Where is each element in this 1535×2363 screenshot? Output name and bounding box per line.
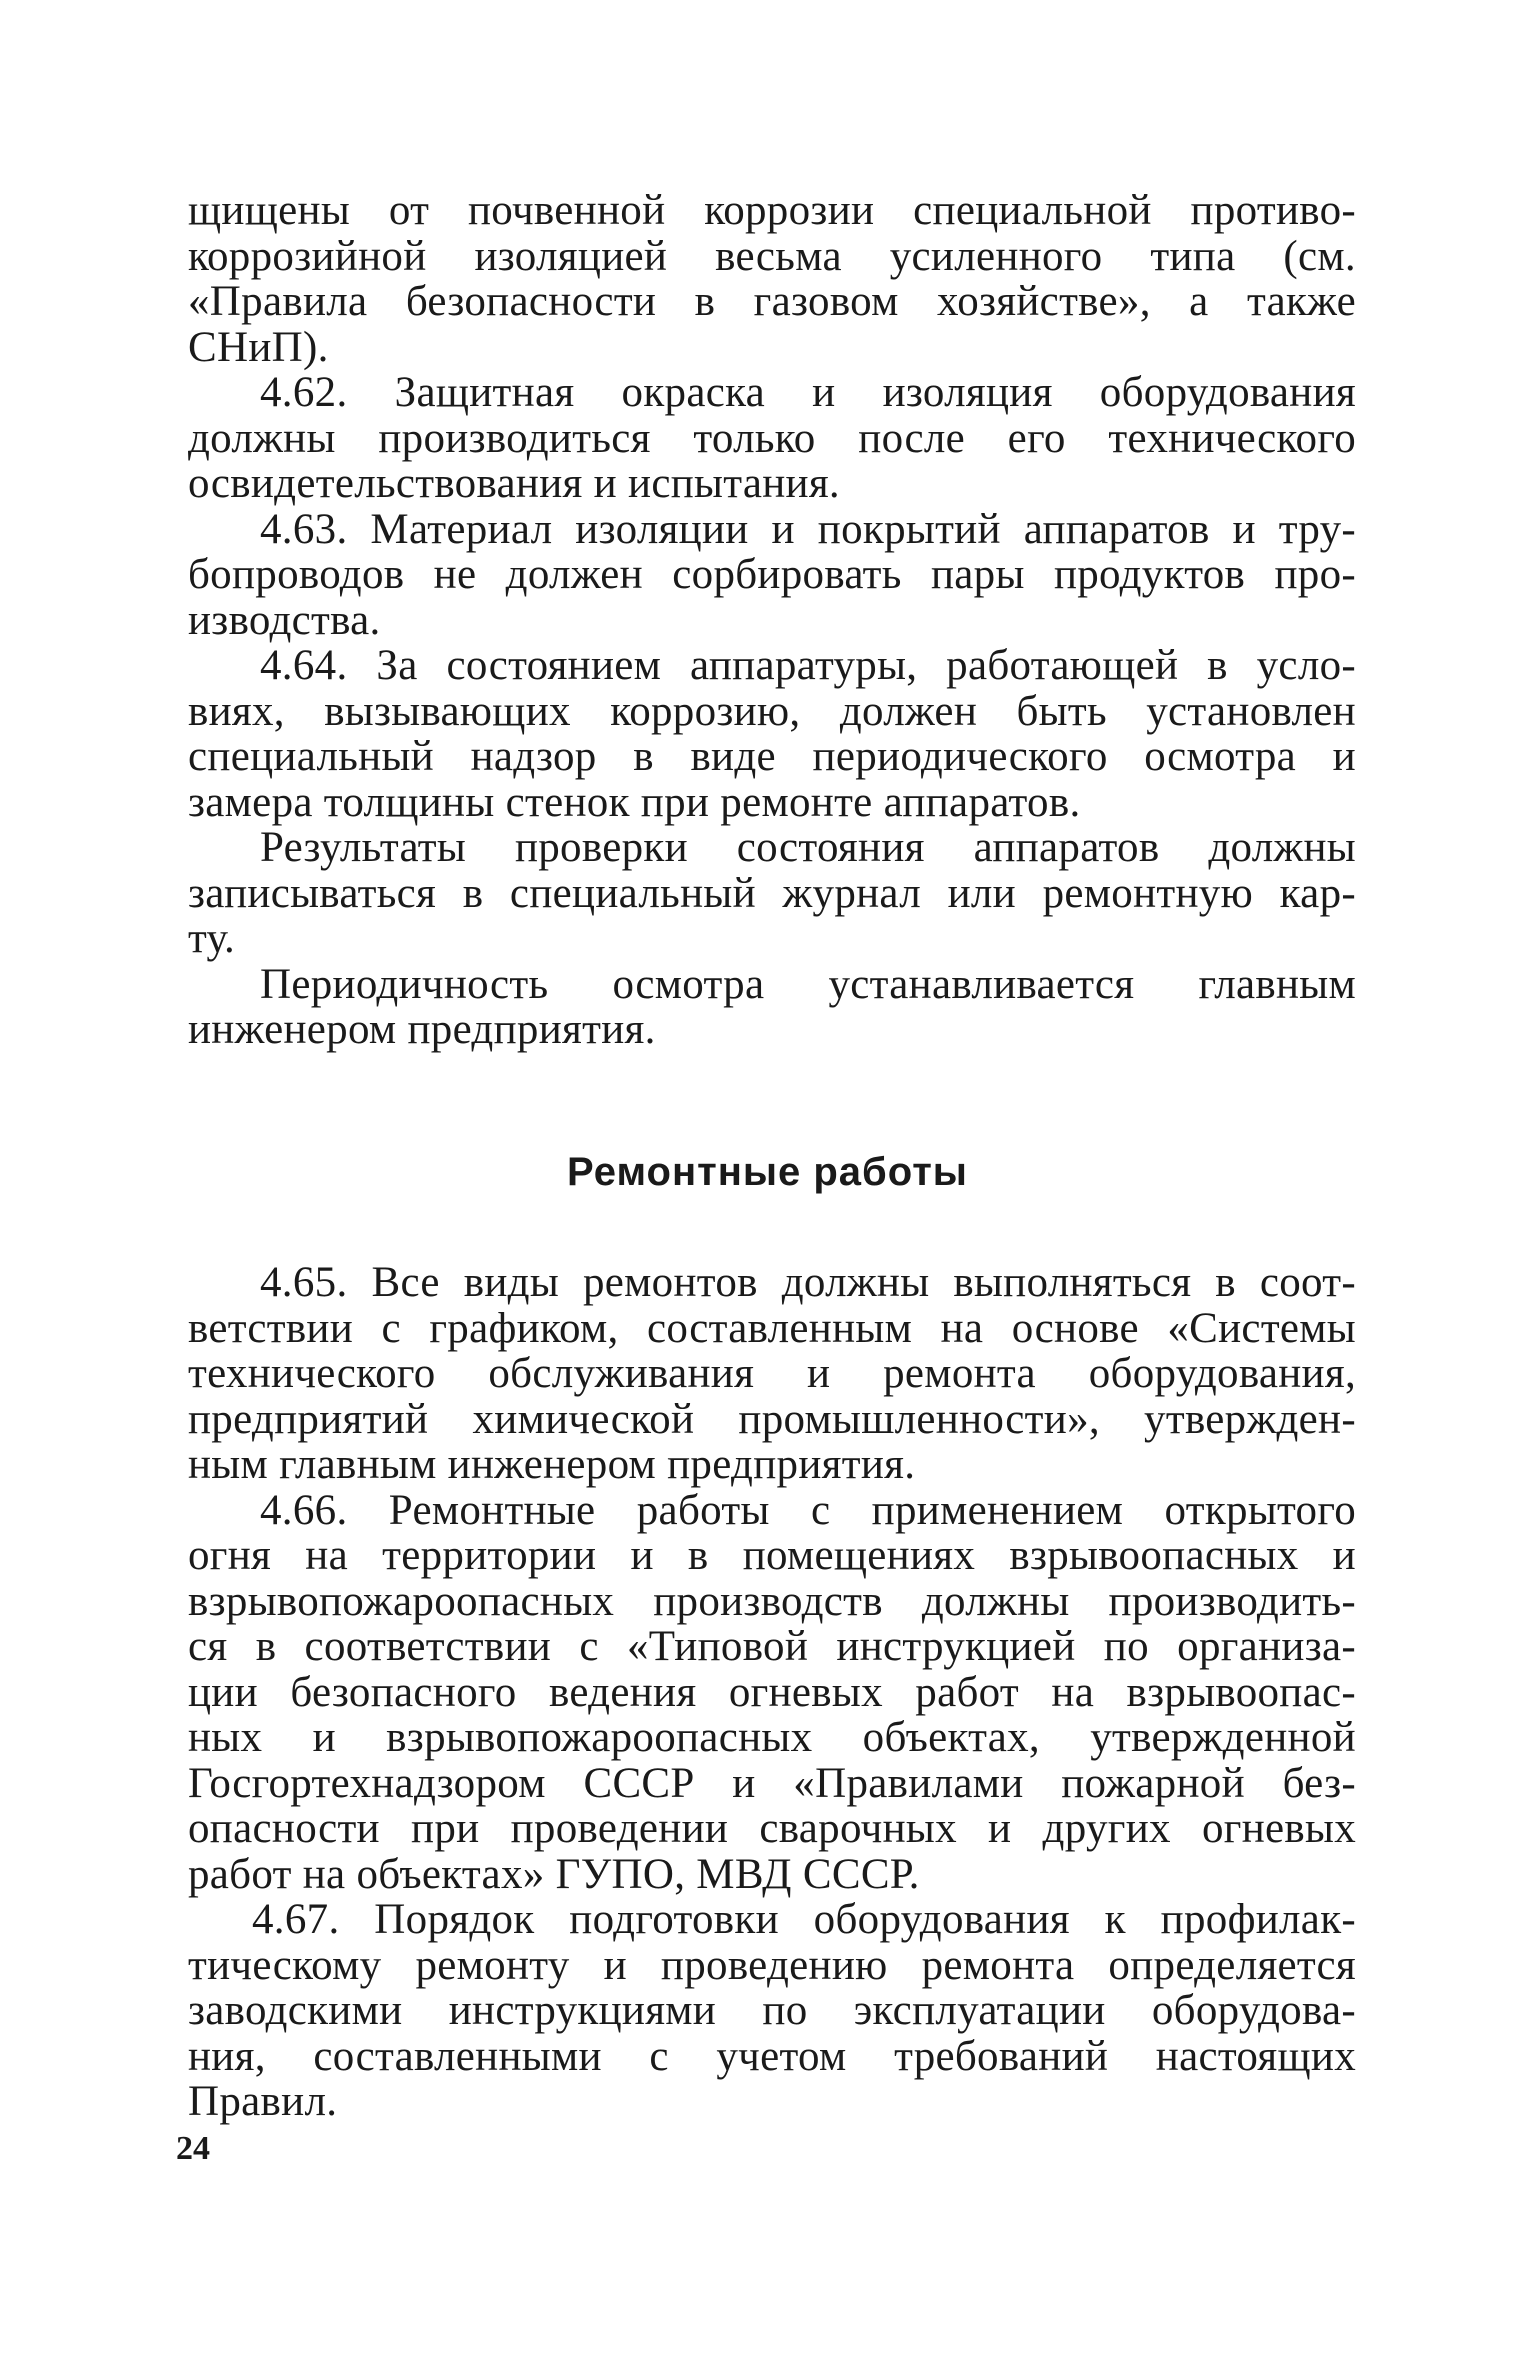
text-line: «Правила безопасности в газовом хозяйстве», а также: [188, 278, 1356, 325]
paragraph-4-65-line: 4.65. Все виды ремонтов должны выполняться в соот-: [260, 1259, 1356, 1306]
text-line: ции безопасного ведения огневых работ на взрывоопас-: [188, 1668, 1356, 1716]
text-line: технического обслуживания и ремонта оборудования,: [188, 1350, 1356, 1397]
text-line: огня на территории и в помещениях взрывоопасных и: [188, 1532, 1356, 1579]
paragraph-4-67-line: 4.67. Порядок подготовки оборудования к профилак-: [252, 1896, 1356, 1943]
text-line: СНиП).: [188, 323, 329, 371]
text-line: специальный надзор в виде периодического осмотра и: [188, 733, 1356, 780]
text-line: инженером предприятия.: [188, 1006, 656, 1053]
text-line: ных и взрывопожароопасных объектах, утвержденной: [188, 1714, 1356, 1761]
text-line: изводства.: [188, 596, 381, 644]
text-line: ветствии с графиком, составленным на основе «Системы: [188, 1304, 1356, 1352]
bottom-text-block: [188, 1260, 1356, 2125]
text-line: должны производиться только после его технического: [188, 414, 1356, 462]
paragraph-4-64-line: 4.64. За состоянием аппаратуры, работающей в усло-: [260, 642, 1356, 689]
paragraph-results-line: Результаты проверки состояния аппаратов должны: [260, 824, 1356, 871]
paragraph-4-62-line: 4.62. Защитная окраска и изоляция оборудования: [260, 369, 1356, 416]
text-line: опасности при проведении сварочных и других огневых: [188, 1805, 1356, 1852]
text-line: ным главным инженером предприятия.: [188, 1441, 916, 1488]
text-line: освидетельствования и испытания.: [188, 460, 840, 507]
text-line: ся в соответствии с «Типовой инструкцией по организа-: [188, 1623, 1356, 1670]
text-line: взрывопожароопасных производств должны производить-: [188, 1577, 1356, 1625]
text-line: работ на объектах» ГУПО, МВД СССР.: [188, 1850, 920, 1898]
text-line: Правил.: [188, 2078, 338, 2125]
section-heading: Ремонтные работы: [567, 1150, 968, 1194]
paragraph-4-66-line: 4.66. Ремонтные работы с применением открытого: [260, 1486, 1356, 1534]
text-line: бопроводов не должен сорбировать пары продуктов про-: [188, 551, 1356, 598]
text-line: записываться в специальный журнал или ремонтную кар-: [188, 869, 1356, 917]
text-line: ту.: [188, 915, 236, 962]
text-line: предприятий химической промышленности», утвержден-: [188, 1395, 1356, 1443]
paragraph-periodicity-line: Периодичность осмотра устанавливается главным: [260, 960, 1356, 1008]
text-line: заводскими инструкциями по эксплуатации оборудова-: [188, 1987, 1356, 2034]
top-text-block: [188, 188, 1356, 1053]
text-line: Госгортехнадзором СССР и «Правилами пожарной без-: [188, 1759, 1356, 1807]
page-number: 24: [176, 2130, 210, 2167]
text-line: щищены от почвенной коррозии специальной противо-: [188, 187, 1356, 234]
text-line: коррозийной изоляцией весьма усиленного типа (см.: [188, 232, 1356, 280]
text-line: ния, составленными с учетом требований настоящих: [188, 2032, 1356, 2080]
text-line: виях, вызывающих коррозию, должен быть установлен: [188, 687, 1356, 735]
text-line: тическому ремонту и проведению ремонта определяется: [188, 1941, 1356, 1989]
paragraph-4-63-line: 4.63. Материал изоляции и покрытий аппаратов и тру-: [260, 505, 1356, 553]
text-line: замера толщины стенок при ремонте аппаратов.: [188, 778, 1081, 826]
